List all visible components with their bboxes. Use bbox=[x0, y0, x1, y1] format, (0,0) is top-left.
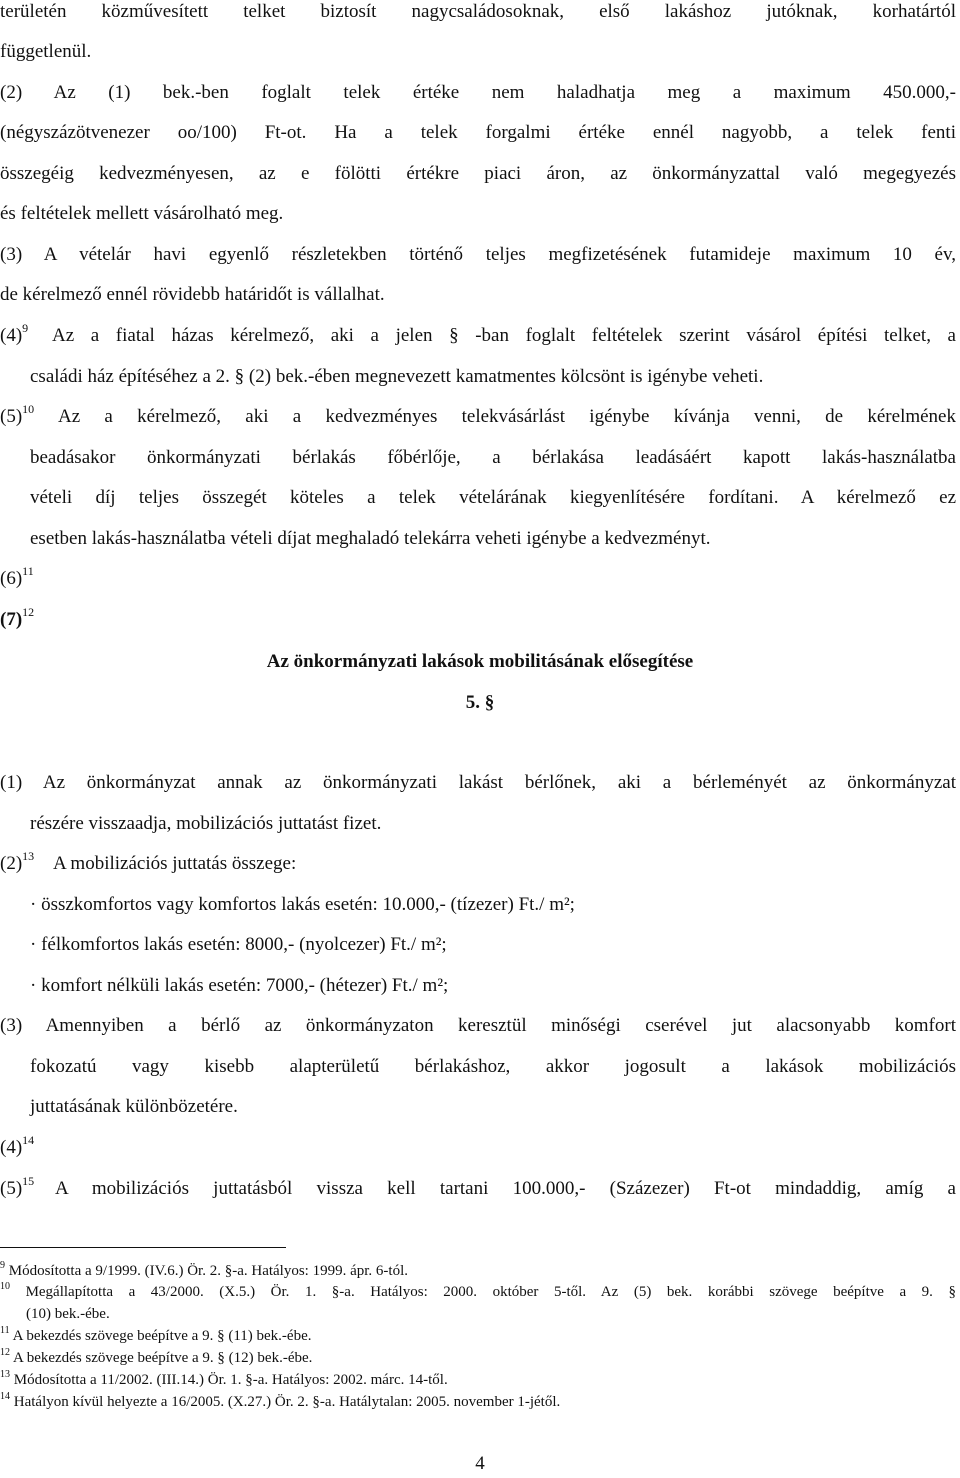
body-line: fokozatú vagy kisebb alapterületű bérlakáshoz, akkor jogosult a lakások mobilizációs bbox=[30, 1056, 956, 1077]
paragraph-number: $(7)^{12}$ bbox=[0, 605, 35, 630]
body-line: és feltételek mellett vásárolható meg. bbox=[0, 203, 284, 224]
body-line: összegéig kedvezményesen, az e fölötti értékre piaci áron, az önkormányzattal való megegyezés bbox=[0, 163, 956, 184]
footnote-ref[interactable]: 13 bbox=[22, 849, 35, 863]
paragraph-number: $(5)^{15}$ bbox=[0, 1174, 35, 1199]
body-line: (3) A vételár havi egyenlő részletekben történő teljes megfizetésének futamideje maximum 10 év, bbox=[0, 244, 956, 265]
body-line: esetben lakás-használatba vételi díjat meghaladó telekárra veheti igénybe a kedvezményt. bbox=[30, 528, 711, 549]
footnote-ref[interactable]: 9 bbox=[22, 321, 29, 335]
list-item: · komfort nélküli lakás esetén: 7000,- (hétezer) Ft./ m²; bbox=[30, 975, 449, 996]
footnote-ref[interactable]: 10 bbox=[22, 402, 35, 416]
list-item: · félkomfortos lakás esetén: 8000,- (nyolcezer) Ft./ m²; bbox=[30, 934, 447, 955]
body-line: A mobilizációs juttatásból vissza kell tartani 100.000,- (Százezer) Ft-ot mindaddig, amíg a bbox=[55, 1178, 956, 1199]
footnote-number: 11 bbox=[0, 1325, 10, 1336]
body-line: (1) Az önkormányzat annak az önkormányzati lakást bérlőnek, aki a bérleményét az önkormányzat bbox=[0, 772, 956, 793]
footnote-ref[interactable]: 15 bbox=[22, 1174, 35, 1188]
body-line: Az a fiatal házas kérelmező, aki a jelen § -ban foglalt feltételek szerint vásárol építési telket, a bbox=[52, 325, 956, 346]
body-line: területén közművesített telket biztosít nagycsaládosoknak, első lakáshoz jutóknak, korhatártól bbox=[0, 1, 956, 22]
body-line: függetlenül. bbox=[0, 41, 92, 62]
footnote-number: 12 bbox=[0, 1347, 10, 1358]
footnote: $^{13}$ Módosította a 11/2002. (III.14.) Ör. 1. §-a. Hatályos: 2002. márc. 14-től. bbox=[0, 1369, 448, 1388]
footnote-number: 10 bbox=[0, 1281, 10, 1292]
paragraph-number: $(4)^{14}$ bbox=[0, 1133, 35, 1158]
body-line: de kérelmező ennél rövidebb határidőt is vállalhat. bbox=[0, 284, 385, 305]
footnote-number: 14 bbox=[0, 1391, 10, 1402]
footnote-number: 9 bbox=[0, 1260, 5, 1271]
body-line: Az a kérelmező, aki a kedvezményes telekvásárlást igénybe kívánja venni, de kérelmének bbox=[58, 406, 956, 427]
body-line: (3) Amennyiben a bérlő az önkormányzaton keresztül minőségi cserével jut alacsonyabb komfort bbox=[0, 1015, 956, 1036]
section-heading: Az önkormányzati lakások mobilitásának elősegítése bbox=[266, 651, 694, 672]
body-line: juttatásának különbözetére. bbox=[30, 1096, 238, 1117]
footnote-continuation: (10) bek.-ébe. bbox=[26, 1306, 110, 1322]
body-line: A mobilizációs juttatás összege: bbox=[53, 853, 297, 874]
body-line: családi ház építéséhez a 2. § (2) bek.-ében megnevezett kamatmentes kölcsönt is igénybe veheti. bbox=[30, 366, 764, 387]
footnote-ref[interactable]: 14 bbox=[22, 1133, 35, 1147]
footnote-ref[interactable]: 12 bbox=[22, 605, 35, 619]
body-line: (négyszázötvenezer oo/100) Ft-ot. Ha a telek forgalmi értéke ennél nagyobb, a telek fenti bbox=[0, 122, 956, 143]
list-item: · összkomfortos vagy komfortos lakás esetén: 10.000,- (tízezer) Ft./ m²; bbox=[30, 894, 575, 915]
footnote: $^{12}$ A bekezdés szövege beépítve a 9. § (12) bek.-ébe. bbox=[0, 1347, 313, 1366]
paragraph-number: $(5)^{10}$ bbox=[0, 402, 35, 427]
footnote-number: 13 bbox=[0, 1369, 10, 1380]
section-number: 5. § bbox=[465, 692, 495, 713]
body-line: beadásakor önkormányzati bérlakás főbérlője, a bérlakása leadásáért kapott lakás-használatba bbox=[30, 447, 956, 468]
paragraph-number: $(2)^{13}$ bbox=[0, 849, 35, 874]
footnote-ref[interactable]: 11 bbox=[22, 564, 34, 578]
body-line: részére visszaadja, mobilizációs juttatást fizet. bbox=[30, 813, 382, 834]
page-number: 4 bbox=[475, 1453, 485, 1474]
footnote: $^{11}$ A bekezdés szövege beépítve a 9. § (11) bek.-ébe. bbox=[0, 1325, 312, 1344]
paragraph-number: $(4)^9$ bbox=[0, 321, 29, 346]
footnote: $^{10}$ Megállapította a 43/2000. (X.5.) Ör. 1. §-a. Hatályos: 2000. október 5-től. Az (5) bek. korábbi szövege beépítve a 9. § bbox=[0, 1281, 956, 1300]
footnote: $^9$ Módosította a 9/1999. (IV.6.) Ör. 2. §-a. Hatályos: 1999. ápr. 6-tól. bbox=[0, 1260, 409, 1279]
paragraph-number: $(6)^{11}$ bbox=[0, 564, 34, 589]
footnote: $^{14}$ Hatályon kívül helyezte a 16/2005. (X.27.) Ör. 2. §-a. Hatálytalan: 2005. november 1-jétől. bbox=[0, 1391, 561, 1410]
footnote-separator bbox=[0, 1247, 286, 1248]
body-line: vételi díj teljes összegét köteles a telek vételárának kiegyenlítésére fordítani. A kérelmező ez bbox=[30, 487, 956, 508]
body-line: (2) Az (1) bek.-ben foglalt telek értéke nem haladhatja meg a maximum 450.000,- bbox=[0, 82, 956, 103]
